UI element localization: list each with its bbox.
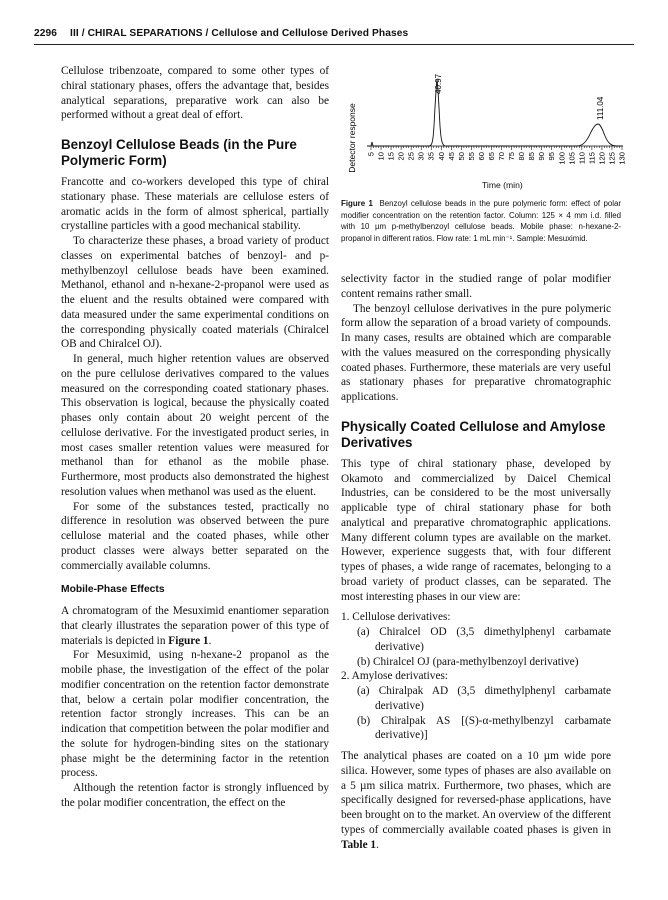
running-header bbox=[34, 28, 634, 39]
x-tick-label: 70 bbox=[497, 152, 507, 161]
figure-reference: Figure 1 bbox=[168, 634, 209, 647]
peak-label-2: 111.04 bbox=[596, 96, 605, 120]
x-tick-label: 105 bbox=[567, 152, 577, 165]
x-tick-label: 45 bbox=[446, 152, 456, 161]
x-tick-label: 35 bbox=[426, 152, 436, 161]
x-tick-label: 5 bbox=[366, 152, 376, 157]
list-subitems bbox=[341, 625, 611, 669]
x-axis-label: Time (min) bbox=[482, 180, 523, 190]
list-item: (a) Chiralcel OD (3,5 dimethylphenyl carbamate derivative) bbox=[357, 626, 611, 653]
x-tick-label: 130 bbox=[617, 152, 627, 165]
x-tick-label: 10 bbox=[376, 152, 386, 161]
caption-text: Benzoyl cellulose beads in the pure polymeric form: effect of polar modifier concentration on the retention factor. Column: 125 × 4 mm i.d. filled with 10 µm p-methylbenzoyl cellulose beads. Mobile phase: n-hexane-2-propanol in different ratios. Flow rate: 1 mL min⁻¹. Sample: Mesuximid. bbox=[341, 199, 622, 244]
x-tick-label: 80 bbox=[517, 152, 527, 161]
signal-trace bbox=[367, 80, 623, 146]
list-item: 1. Cellulose derivatives: bbox=[341, 611, 451, 624]
paragraph-okamoto: This type of chiral stationary phase, developed by Okamoto and commercialized by Daicel Chemical Industries, can be considered to be the most universally applicable type of chiral stationary phase for both analytical and preparative chromatographic applications. Many different column types are available on the market. However, experience suggests that, with four different types of phases, a wide range of racemates, belonging to a broad variety of product classes, can be separated. The most interesting phases in our view are: bbox=[341, 457, 611, 603]
paragraph-mesuximid: For Mesuximid, using n-hexane-2 propanol as the mobile phase, the investigation of the effect of the polar modifier concentration on the retention factor demonstrate that, below a certain polar modifier concentration, the retention factor strongly increases. This can be an indication that competition between the polar modifier and the solute for hydrogen-binding sites on the stationary phase might be the determining factor in the retention process. bbox=[61, 649, 329, 780]
x-tick-label: 30 bbox=[416, 152, 426, 161]
x-tick-label: 40 bbox=[436, 152, 446, 161]
paragraph-retention: In general, much higher retention values are observed on the pure cellulose derivatives compared to the values measured on the corresponding coated stationary phases. This observation is logical, because the physically coated phases only contain about 20 weight percent of the cellulose derivative. For the investigated product series, in most cases smaller retention values were measured for methanol than for ethanol as the mobile phase. Furthermore, most products also demonstrated the highest resolution values when methanol was used as the eluent. bbox=[61, 353, 329, 498]
y-axis-label: Detector response bbox=[347, 103, 357, 173]
intro-paragraph: Cellulose tribenzoate, compared to some other types of chiral stationary phases, offers the advantage that, besides analytical separations, preparative work can also be performed without a great deal of effort. bbox=[61, 65, 329, 122]
peak-label-1: 40.97 bbox=[434, 73, 443, 94]
running-title: III / CHIRAL SEPARATIONS / Cellulose and Cellulose Derived Phases bbox=[70, 28, 409, 39]
x-tick-label: 65 bbox=[486, 152, 496, 161]
x-tick-label: 75 bbox=[507, 152, 517, 161]
paragraph-polar-modifier: Although the retention factor is strongly influenced by the polar modifier concentration, the effect on the bbox=[61, 782, 329, 809]
x-tick-label: 115 bbox=[587, 152, 597, 165]
phase-list bbox=[341, 610, 611, 743]
paragraph-chromatogram: A chromatogram of the Mesuximid enantiomer separation that clearly illustrates the separation power of this type of materials is depicted in Figure 1. bbox=[61, 605, 329, 647]
x-axis-ticks bbox=[367, 146, 627, 165]
caption-label: Figure 1 bbox=[341, 199, 373, 208]
x-tick-label: 95 bbox=[547, 152, 557, 161]
left-column bbox=[61, 64, 329, 811]
paragraph-characterize: To characterize these phases, a broad variety of product classes on experimental batches of benzoyl- and p-methylbenzoyl cellulose beads have been examined. Methanol, ethanol and n-hexane-2-propanol were used as the eluent and the results obtained were compared with data measured under the same experimental conditions on the corresponding physically coated materials (Chiralcel OB and Chiralcel OJ). bbox=[61, 235, 329, 351]
figure-caption bbox=[341, 198, 621, 245]
paragraph-francotte: Francotte and co-workers developed this type of chiral stationary phase. These materials are cellulose esters of aromatic acids in the form of almost spherical, partially crystalline particles with a good mechanical stability. bbox=[61, 176, 329, 233]
x-tick-label: 55 bbox=[466, 152, 476, 161]
list-item: (b) Chiralpak AS [(S)-α-methylbenzyl carbamate derivative)] bbox=[357, 714, 611, 742]
x-tick-label: 100 bbox=[557, 152, 567, 165]
paragraph-analytical-phases: The analytical phases are coated on a 10 µm wide pore silica. However, some types of phases are also available on a 5 µm silica matrix. Furthermore, two phases, which are specifically designed for reversed-phase applications, have been brought on to the market. An overview of the different types of commercially available coated phases is given in Table 1. bbox=[341, 750, 611, 851]
list-item: (b) Chiralcel OJ (para-methylbenzoyl derivative) bbox=[357, 655, 579, 668]
paragraph-selectivity: selectivity factor in the studied range of polar modifier content remains rather small. bbox=[341, 273, 611, 300]
x-tick-label: 20 bbox=[396, 152, 406, 161]
table-reference: Table 1 bbox=[341, 838, 377, 851]
header-rule bbox=[34, 44, 634, 45]
x-tick-label: 60 bbox=[476, 152, 486, 161]
section-heading-coated: Physically Coated Cellulose and Amylose Derivatives bbox=[341, 418, 606, 450]
x-tick-label: 50 bbox=[456, 152, 466, 161]
x-tick-label: 25 bbox=[406, 152, 416, 161]
x-tick-label: 85 bbox=[527, 152, 537, 161]
x-tick-label: 110 bbox=[577, 152, 587, 165]
x-tick-label: 90 bbox=[537, 152, 547, 161]
section-heading-benzoyl: Benzoyl Cellulose Beads (in the Pure Polymeric Form) bbox=[61, 137, 297, 168]
chromatogram-svg bbox=[341, 56, 625, 196]
paragraph-resolution: For some of the substances tested, practically no difference in resolution was observed between the pure cellulose material and the coated phases, while other product classes were always better separated on the commercially available columns. bbox=[61, 500, 329, 572]
subsection-heading-mobile-phase: Mobile-Phase Effects bbox=[61, 584, 165, 596]
list-item: 2. Amylose derivatives: bbox=[341, 670, 448, 683]
x-tick-label: 125 bbox=[607, 152, 617, 165]
x-tick-label: 120 bbox=[597, 152, 607, 165]
right-column bbox=[341, 272, 611, 852]
list-item: (a) Chiralpak AD (3,5 dimethylphenyl carbamate derivative) bbox=[357, 685, 611, 712]
x-tick-label: 15 bbox=[386, 152, 396, 161]
list-subitems bbox=[341, 684, 611, 743]
page-number: 2296 bbox=[34, 28, 58, 39]
paragraph-benzoyl-derivatives: The benzoyl cellulose derivatives in the pure polymeric form allow the separation of a broad variety of compounds. In many cases, results are obtained which are comparable with the values measured on the corresponding physically coated phases. Furthermore, these materials are very useful as stationary phases for preparative chromatographic applications. bbox=[341, 302, 611, 403]
